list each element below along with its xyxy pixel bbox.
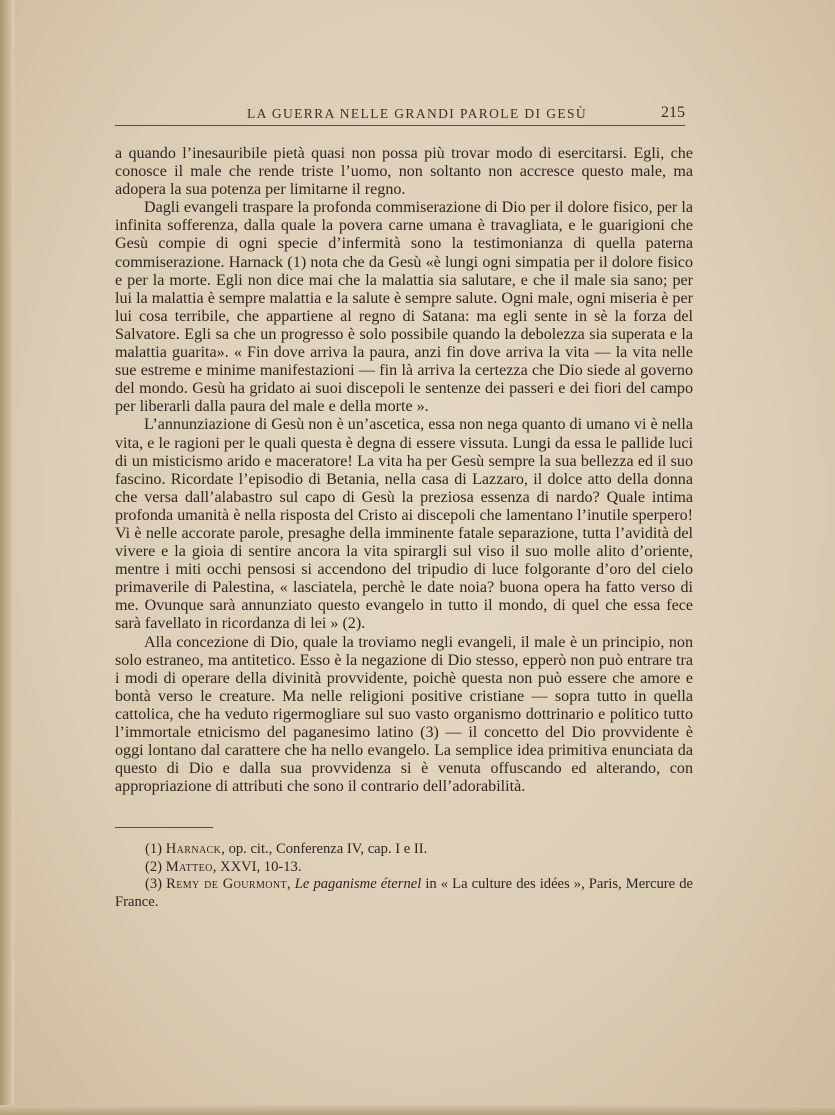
footnote bbox=[115, 876, 693, 911]
paragraph: Alla concezione di Dio, quale la troviamo negli evangeli, il male è un principio, non solo estraneo, ma antitetico. Esso è la negazione di Dio stesso, epperò non può entrare tra i modi di operare della divinità provvidente, poichè questa non può essere che amore e bontà verso le creature. Ma nelle religioni positive cristiane — sopra tutto in quella cattolica, che ha veduto rigermogliare sul suo vasto organismo dottrinario e politico tutto l’immortale etnicismo del paganesimo latino (3) — il concetto del Dio provvidente è oggi lontano dal carattere che ha nello evangelo. La semplice idea primitiva enunciata da questo di Dio e dalla sua provvidenza si è venuta offuscando ed alterando, con appropriazione di attributi che sono il contrario dell’adorabilità. bbox=[115, 633, 693, 796]
paragraph: Dagli evangeli traspare la profonda commiserazione di Dio per il dolore fisico, per la infinita sofferenza, dalla quale la povera carne umana è travagliata, e le guarigioni che Gesù compie di ogni specie d’infermità sono la testimonianza di quella paterna commiserazione. Harnack (1) nota che da Gesù «è lungi ogni simpatia per il dolore fisico e per la morte. Egli non dice mai che la malattia sia salutare, e che il male sia sano; per lui la malattia è sempre malattia e la salute è sempre salute. Ogni male, ogni miseria è per lui cosa terribile, che appartiene al regno di Satana: ma egli sente in sè la forza del Salvatore. Egli sa che un progresso è solo possibile quando la debolezza sia superata e la malattia guarita». « Fin dove arriva la paura, anzi fin dove arriva la vita — la vita nelle sue estreme e minime manifestazioni — fin là arriva la certezza che Dio siede al governo del mondo. Gesù ha gridato ai suoi discepoli le sentenze dei passeri e dei fiori del campo per liberarli dalla paura del male e della morte ». bbox=[115, 199, 693, 416]
paragraph: L’annunziazione di Gesù non è un’ascetica, essa non nega quanto di umano vi è nella vita, e le ragioni per le quali questa è degna di essere vissuta. Lungi da essa le pallide luci di un misticismo arido e maceratore! La vita ha per Gesù sempre la sua bellezza ed il suo fascino. Ricordate l’episodio di Betania, nella casa di Lazzaro, il dolce atto della donna che versa dall’alabastro sul capo di Gesù la preziosa essenza di nardo? Quale intima profonda umanità è nella risposta del Cristo ai discepoli che lamentano l’inutile sperpero! Vi è nelle accorate parole, presaghe della imminente fatale separazione, tutta l’avidità del vivere e la gioia di sentire ancora la vita spirargli sul viso il suo molle alito d’oriente, mentre i miti occhi pensosi si accendono del tripudio di luce folgorante d’oro del cielo primaverile di Palestina, « lasciatela, perchè le date noia? buona opera ha fatto verso di me. Ovunque sarà annunziato questo evangelo in tutto il mondo, di quel che essa fece sarà favellato in ricordanza di lei » (2). bbox=[115, 416, 693, 633]
footnote-text: in « La culture des idées », Paris, Mercure de France. bbox=[115, 876, 693, 910]
footnote-number: (2) bbox=[145, 858, 163, 875]
page-bottom-edge bbox=[0, 1105, 835, 1115]
footnote-author: Matteo bbox=[165, 858, 213, 875]
header-rule bbox=[115, 125, 685, 126]
body-text bbox=[115, 145, 693, 796]
footnote-number: (1) bbox=[145, 841, 163, 857]
running-header bbox=[115, 104, 685, 126]
footnote bbox=[115, 859, 693, 877]
footnote-rule bbox=[115, 827, 213, 828]
paragraph: a quando l’inesauribile pietà quasi non possa più trovar modo di esercitarsi. Egli, che conosce il male che rende triste l’uomo, non soltanto non accresce questo male, ma adopera la sua potenza per limitarne il regno. bbox=[115, 145, 693, 199]
footnotes bbox=[115, 841, 693, 911]
running-title: LA GUERRA NELLE GRANDI PAROLE DI GESÙ bbox=[247, 106, 588, 121]
binding-gutter bbox=[0, 0, 14, 1115]
footnote bbox=[115, 841, 693, 859]
footnote-text: , op. cit., Conferenza IV, cap. I e II. bbox=[221, 841, 428, 857]
page-number: 215 bbox=[661, 104, 685, 121]
footnote-author: Harnack bbox=[165, 841, 222, 857]
footnote-author: Remy de Gourmont bbox=[166, 876, 288, 892]
footnote-separator: , bbox=[287, 876, 295, 892]
footnote-title: Le paganisme éternel bbox=[294, 876, 422, 892]
footnote-number: (3) bbox=[145, 876, 163, 892]
footnote-text: , XXVI, 10-13. bbox=[212, 858, 302, 875]
